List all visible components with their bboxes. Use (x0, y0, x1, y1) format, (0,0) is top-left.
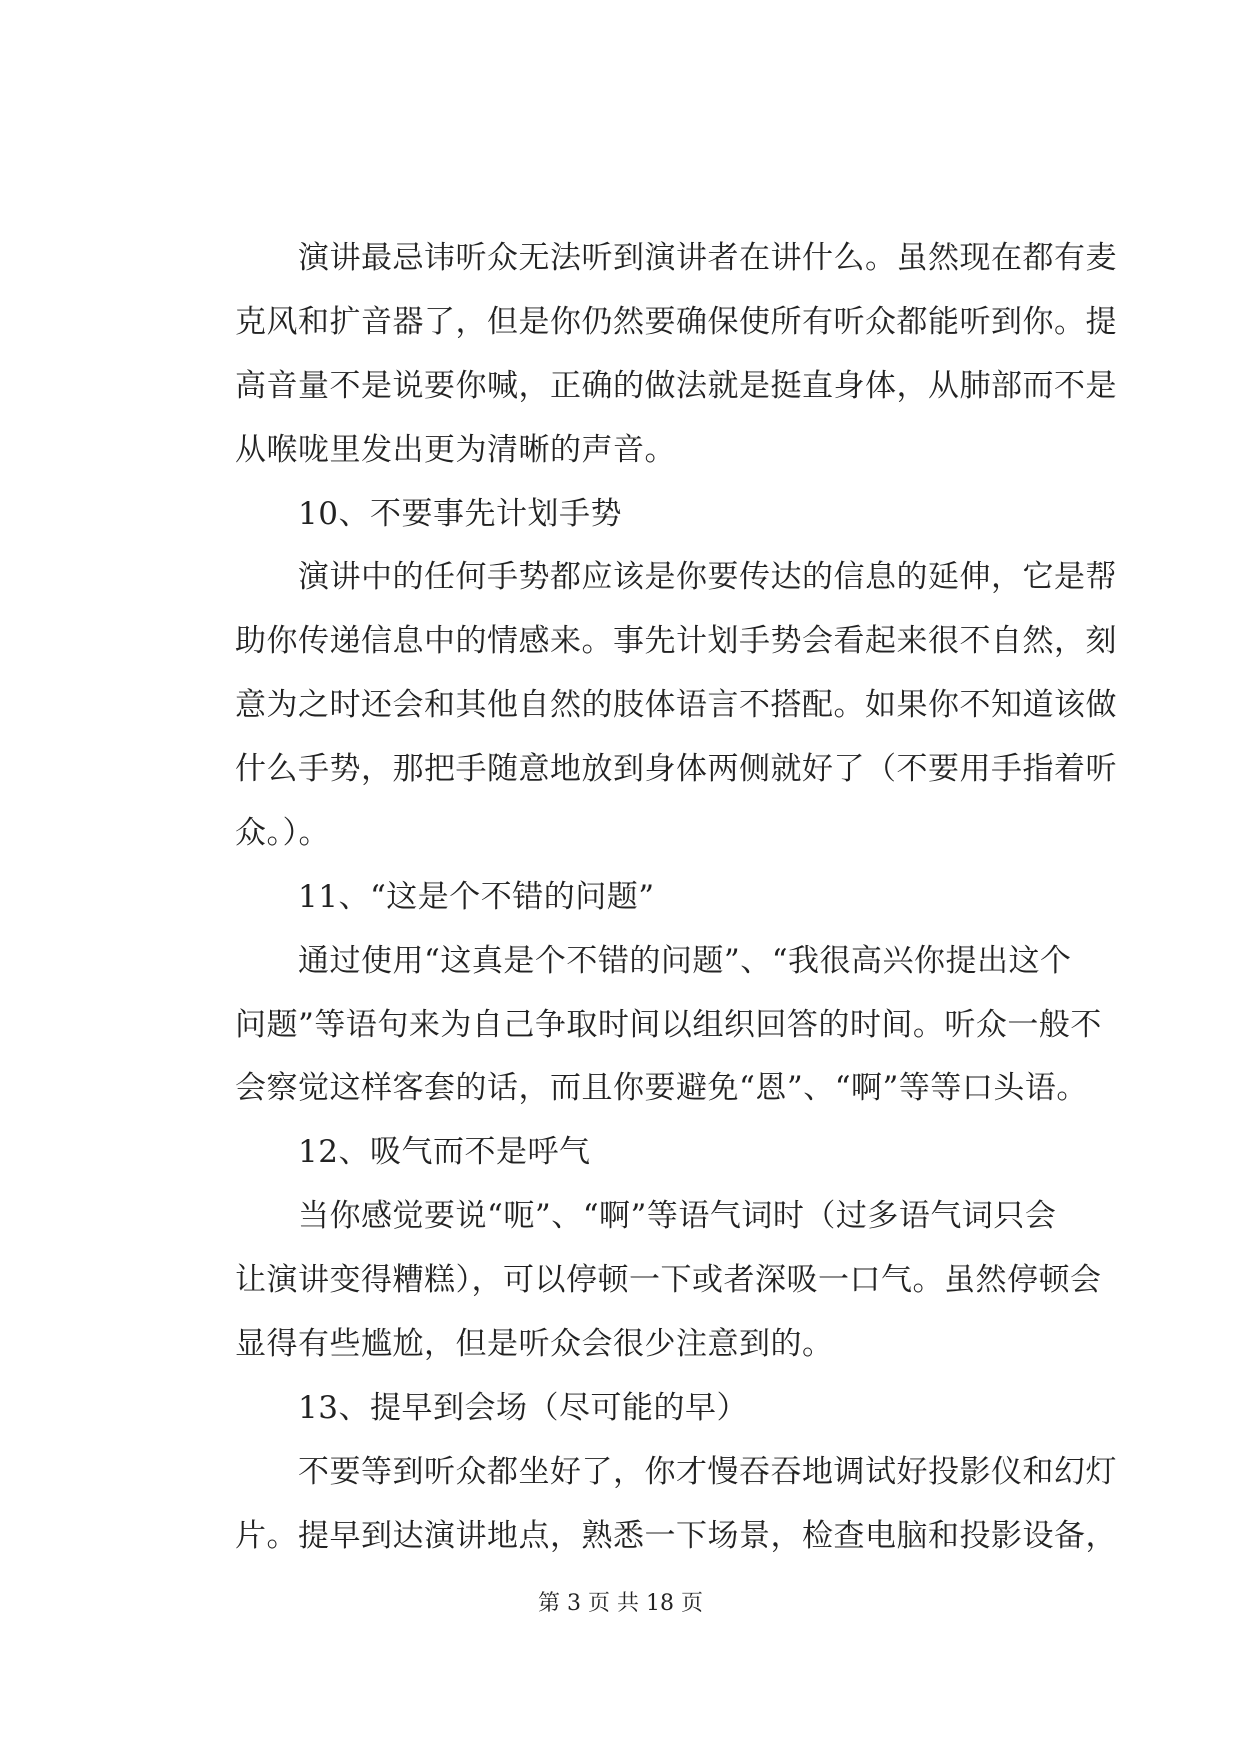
section-heading: 11、“这是个不错的问题” (235, 879, 655, 915)
body-text-line: 意为之时还会和其他自然的肢体语言不搭配。如果你不知道该做 (235, 687, 1117, 723)
body-text-line: 众。）。 (235, 815, 330, 851)
body-text-line: 会察觉这样客套的话，而且你要避免“恩”、“啊”等等口头语。 (235, 1070, 1088, 1106)
body-text-line: 问题”等语句来为自己争取时间以组织回答的时间。听众一般不 (235, 1007, 1102, 1043)
body-text-line: 显得有些尴尬，但是听众会很少注意到的。 (235, 1326, 834, 1362)
body-text-line: 什么手势，那把手随意地放到身体两侧就好了（不要用手指着听 (235, 751, 1117, 787)
body-text-line: 通过使用“这真是个不错的问题”、“我很高兴你提出这个 (235, 943, 1072, 979)
section-heading: 12、吸气而不是呼气 (235, 1134, 591, 1170)
body-text-line: 克风和扩音器了，但是你仍然要确保使所有听众都能听到你。提 (235, 304, 1117, 340)
body-text-line: 演讲中的任何手势都应该是你要传达的信息的延伸，它是帮 (235, 559, 1117, 595)
page-number-footer: 第 3 页 共 18 页 (538, 1591, 703, 1616)
section-heading: 13、提早到会场（尽可能的早） (235, 1390, 748, 1426)
body-text-line: 让演讲变得糟糕），可以停顿一下或者深吸一口气。虽然停顿会 (235, 1262, 1102, 1298)
body-text-line: 从喉咙里发出更为清晰的声音。 (235, 432, 676, 468)
body-text-line: 助你传递信息中的情感来。事先计划手势会看起来很不自然，刻 (235, 623, 1117, 659)
body-text-line: 演讲最忌讳听众无法听到演讲者在讲什么。虽然现在都有麦 (235, 240, 1117, 276)
body-text-line: 高音量不是说要你喊，正确的做法就是挺直身体，从肺部而不是 (235, 368, 1117, 404)
body-text-line: 当你感觉要说“呃”、“啊”等语气词时（过多语气词只会 (235, 1198, 1057, 1234)
section-heading: 10、不要事先计划手势 (235, 496, 622, 532)
body-text-line: 片。提早到达演讲地点，熟悉一下场景，检查电脑和投影设备， (235, 1518, 1117, 1554)
body-text-line: 不要等到听众都坐好了，你才慢吞吞地调试好投影仪和幻灯 (235, 1454, 1117, 1490)
